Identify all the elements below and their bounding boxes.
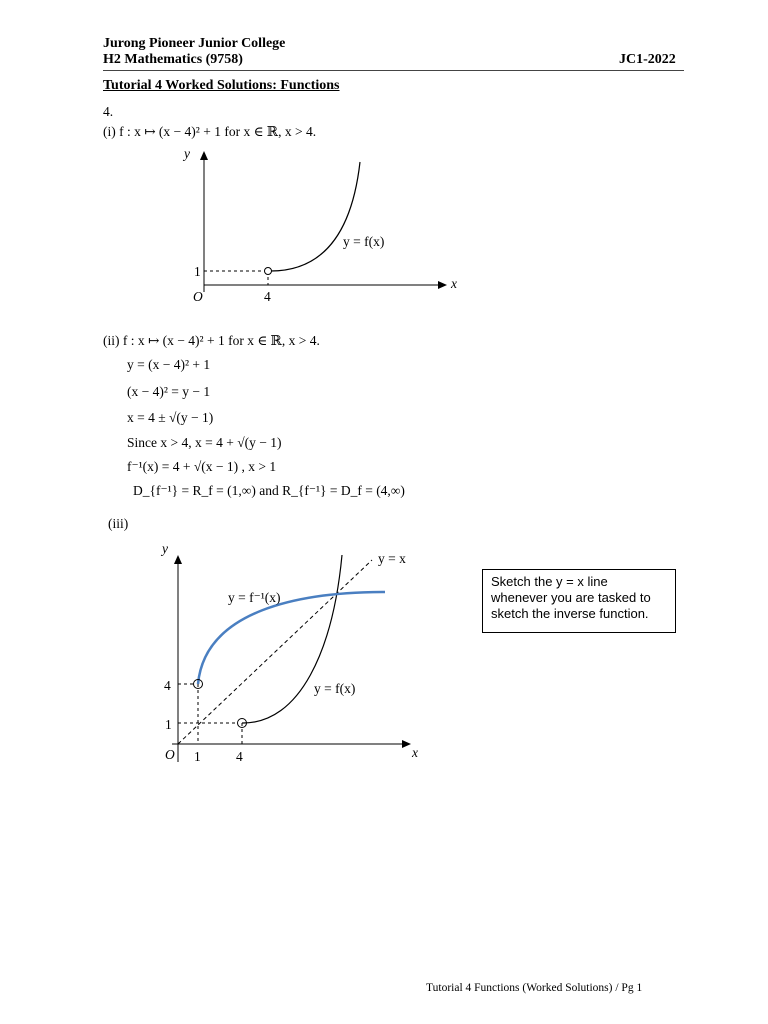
part-i-definition-text: f : x ↦ (x − 4)² + 1 for x ∈ ℝ, x > 4. — [119, 124, 317, 139]
page-title: Tutorial 4 Worked Solutions: Functions — [103, 78, 340, 93]
document-code: JC1-2022 — [619, 52, 676, 67]
part-ii-step-6: D_{f⁻¹} = R_f = (1,∞) and R_{f⁻¹} = D_f = (4,∞) — [133, 483, 405, 498]
part-iii-y-tick-4: 4 — [164, 678, 171, 693]
part-ii-step-4: Since x > 4, x = 4 + √(y − 1) — [127, 435, 282, 450]
part-ii-label: (ii) — [103, 333, 120, 348]
part-i-x-tick-4: 4 — [264, 289, 271, 304]
college-name: Jurong Pioneer Junior College — [103, 36, 286, 51]
part-iii-x-axis-label: x — [412, 745, 418, 760]
part-ii-step-5: f⁻¹(x) = 4 + √(x − 1) , x > 1 — [127, 459, 277, 474]
page-footer: Tutorial 4 Functions (Worked Solutions) / Pg 1 — [426, 982, 643, 994]
part-ii-step-1: y = (x − 4)² + 1 — [127, 357, 211, 372]
part-ii-definition-text: f : x ↦ (x − 4)² + 1 for x ∈ ℝ, x > 4. — [122, 333, 320, 348]
part-iii-inverse-label: y = f⁻¹(x) — [228, 590, 281, 605]
question-number: 4. — [103, 104, 114, 119]
part-i-x-axis-label: x — [451, 276, 457, 291]
part-iii-x-tick-4: 4 — [236, 749, 243, 764]
part-i-label: (i) — [103, 124, 116, 139]
part-iii-y-axis-label: y — [162, 541, 168, 556]
part-i-origin-label: O — [193, 289, 203, 304]
part-iii-origin-label: O — [165, 747, 175, 762]
note-text: Sketch the y = x line whenever you are tasked to sketch the inverse function. — [491, 574, 651, 621]
part-iii-y-tick-1: 1 — [165, 717, 172, 732]
part-ii-step-3: x = 4 ± √(y − 1) — [127, 410, 214, 425]
part-iii-line-label: y = x — [378, 551, 406, 566]
part-iii-f-label: y = f(x) — [314, 681, 356, 696]
part-ii-step-2: (x − 4)² = y − 1 — [127, 384, 211, 399]
note-box — [482, 569, 676, 633]
part-iii-label: (iii) — [108, 516, 129, 531]
part-i-curve-label: y = f(x) — [343, 234, 385, 249]
part-i-y-axis-label: y — [184, 146, 190, 161]
subject-name: H2 Mathematics (9758) — [103, 52, 243, 67]
part-i-y-tick-1: 1 — [194, 264, 201, 279]
part-iii-x-tick-1: 1 — [194, 749, 201, 764]
